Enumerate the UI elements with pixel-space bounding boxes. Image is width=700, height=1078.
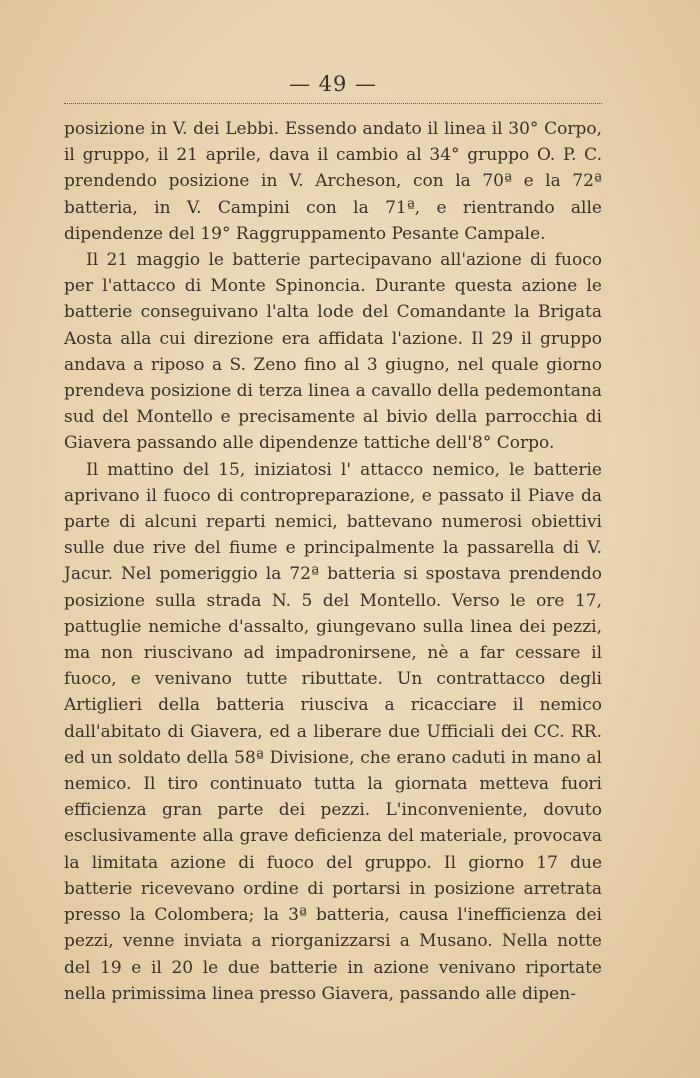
header-divider — [64, 103, 602, 104]
page-number: — 49 — — [288, 72, 378, 96]
paragraph-2: Il 21 maggio le batterie partecipavano all'azione di fuoco per l'attacco di Monte Spinoncia. Durante questa azione le batterie conseguivano l'alta lode del Comandante la Brigata Aosta alla cui direzione era affidata l'azione. Il 29 il gruppo andava a riposo a S. Zeno fino al 3 giugno, nel quale giorno prendeva posizione di terza linea a cavallo della pedemontana sud del Montello e precisamente al bivio della parrocchia di Giavera passando alle dipendenze tattiche dell'8° Corpo. — [64, 250, 602, 454]
paragraph-3: Il mattino del 15, iniziatosi l' attacco nemico, le batterie aprivano il fuoco di contropreparazione, e passato il Piave da parte di alcuni reparti nemici, battevano numerosi obiettivi sulle due rive del fiume e principalmente la passarella di V. Jacur. Nel pomeriggio la 72ª batteria si spostava prendendo posizione sulla strada N. 5 del Montello. Verso le ore 17, pattuglie nemiche d'assalto, giungevano sulla linea dei pezzi, ma non riuscivano ad impadronirsene, nè a far cessare il fuoco, e venivano tutte ributtate. Un contrattacco degli Artiglieri della batteria riusciva a ricacciare il nemico dall'abitato di Giavera, ed a liberare due Ufficiali dei CC. RR. ed un soldato della 58ª Divisione, che erano caduti in mano al nemico. Il tiro continuato tutta la giornata metteva fuori efficienza gran parte dei pezzi. L'inconveniente, dovuto esclusivamente alla grave deficienza del materiale, provocava la limitata azione di fuoco del gruppo. Il giorno 17 due batterie ricevevano ordine di portarsi in posizione arretrata presso la Colombera; la 3ª batteria, causa l'inefficienza dei pezzi, venne inviata a riorganizzarsi a Musano. Nella notte del 19 e il 20 le due batterie in azione venivano riportate nella primissima linea presso Giavera, passando alle dipen- — [64, 459, 602, 1004]
paragraph-1: posizione in V. dei Lebbi. Essendo andato il linea il 30° Corpo, il gruppo, il 21 aprile, dava il cambio al 34° gruppo O. P. C. prendendo posizione in V. Archeson, con la 70ª e la 72ª batteria, in V. Campini con la 71ª, e rientrando alle dipendenze del 19° Raggruppamento Pesante Campale. — [64, 119, 602, 244]
page-body — [64, 116, 602, 1007]
